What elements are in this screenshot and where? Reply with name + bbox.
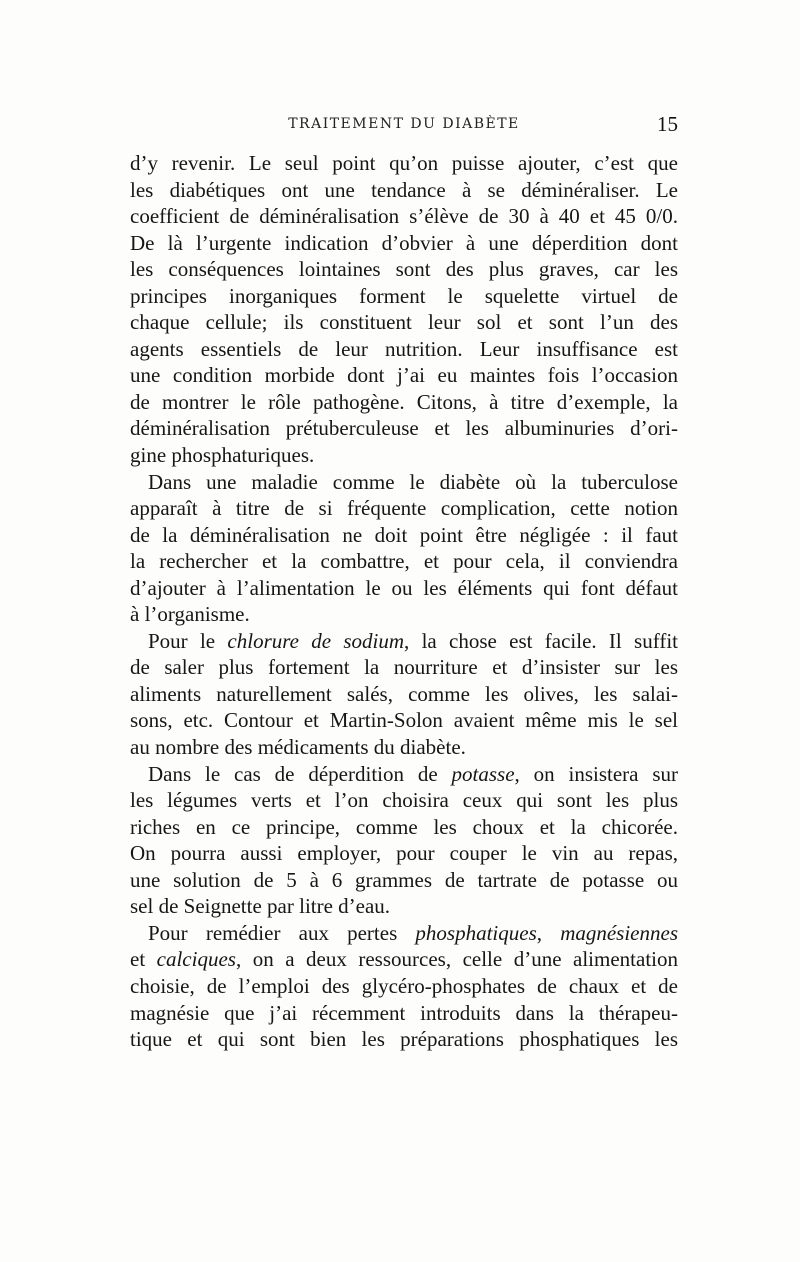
text-line: On pourra aussi employer, pour couper le vin au repas,: [130, 841, 678, 866]
italic-term: magnésiennes: [560, 920, 678, 945]
text-line: déminéralisation prétuberculeuse et les albuminuries d’ori-: [130, 416, 678, 441]
text-line: la rechercher et la combattre, et pour cela, il conviendra: [130, 549, 678, 574]
text-line: [130, 946, 678, 973]
text-line: gine phosphaturiques.: [130, 443, 315, 468]
text-line: Dans une maladie comme le diabète où la tuberculose: [148, 469, 678, 494]
text-line: au nombre des médicaments du diabète.: [130, 735, 466, 760]
text-run: , la chose est facile. Il suffit: [404, 628, 678, 653]
text-line: principes inorganiques forment le squelette virtuel de: [130, 283, 678, 308]
text-line: [130, 761, 678, 788]
italic-term: calciques: [156, 947, 236, 972]
italic-term: phosphatiques: [415, 920, 537, 945]
text-run: ,: [536, 920, 561, 945]
running-header: [130, 112, 678, 140]
text-run: Pour le: [148, 628, 228, 653]
page-number: 15: [657, 112, 678, 136]
text-line: [130, 920, 678, 947]
text-run: Pour remédier aux pertes: [148, 920, 416, 945]
text-line: choisie, de l’emploi des glycéro-phosphates de chaux et de: [130, 973, 678, 998]
text-run: , on a deux ressources, celle d’une alimentation: [235, 947, 678, 972]
text-line: aliments naturellement salés, comme les olives, les salai-: [130, 681, 678, 706]
text-line: une solution de 5 à 6 grammes de tartrate de potasse ou: [130, 867, 678, 892]
running-title: TRAITEMENT DU DIABÈTE: [288, 116, 520, 132]
text-line: sel de Seignette par litre d’eau.: [130, 894, 391, 919]
text-line: à l’organisme.: [130, 602, 250, 627]
text-line: tique et qui sont bien les préparations phosphatiques les: [130, 1027, 678, 1052]
text-run: et: [130, 947, 157, 972]
italic-term: potasse: [451, 761, 515, 786]
text-run: , on insistera sur: [514, 761, 678, 786]
text-line: agents essentiels de leur nutrition. Leur insuffisance est: [130, 336, 678, 361]
text-line: de la déminéralisation ne doit point être négligée : il faut: [130, 522, 678, 547]
body-text: [130, 150, 678, 1053]
text-line: [130, 628, 678, 655]
text-line: d’ajouter à l’alimentation le ou les éléments qui font défaut: [130, 575, 678, 600]
text-line: d’y revenir. Le seul point qu’on puisse ajouter, c’est que: [130, 151, 678, 175]
text-run: Dans le cas de déperdition de: [148, 761, 452, 786]
text-line: les conséquences lointaines sont des plus graves, car les: [130, 257, 678, 282]
text-line: de montrer le rôle pathogène. Citons, à titre d’exemple, la: [130, 389, 678, 414]
text-line: de saler plus fortement la nourriture et d’insister sur les: [130, 655, 678, 680]
italic-term: chlorure de sodium: [227, 628, 405, 653]
text-line: chaque cellule; ils constituent leur sol et sont l’un des: [130, 310, 678, 335]
text-line: De là l’urgente indication d’obvier à une déperdition dont: [130, 230, 678, 255]
text-line: apparaît à titre de si fréquente complication, cette notion: [130, 496, 678, 521]
text-line: magnésie que j’ai récemment introduits dans la thérapeu-: [130, 1000, 678, 1025]
text-line: sons, etc. Contour et Martin-Solon avaient même mis le sel: [130, 708, 678, 733]
text-line: les diabétiques ont une tendance à se déminéraliser. Le: [130, 177, 678, 202]
text-line: riches en ce principe, comme les choux et la chicorée.: [130, 814, 678, 839]
text-line: coefficient de déminéralisation s’élève de 30 à 40 et 45 0/0.: [130, 204, 678, 229]
text-line: les légumes verts et l’on choisira ceux qui sont les plus: [130, 788, 678, 813]
text-line: une condition morbide dont j’ai eu maintes fois l’occasion: [130, 363, 678, 388]
